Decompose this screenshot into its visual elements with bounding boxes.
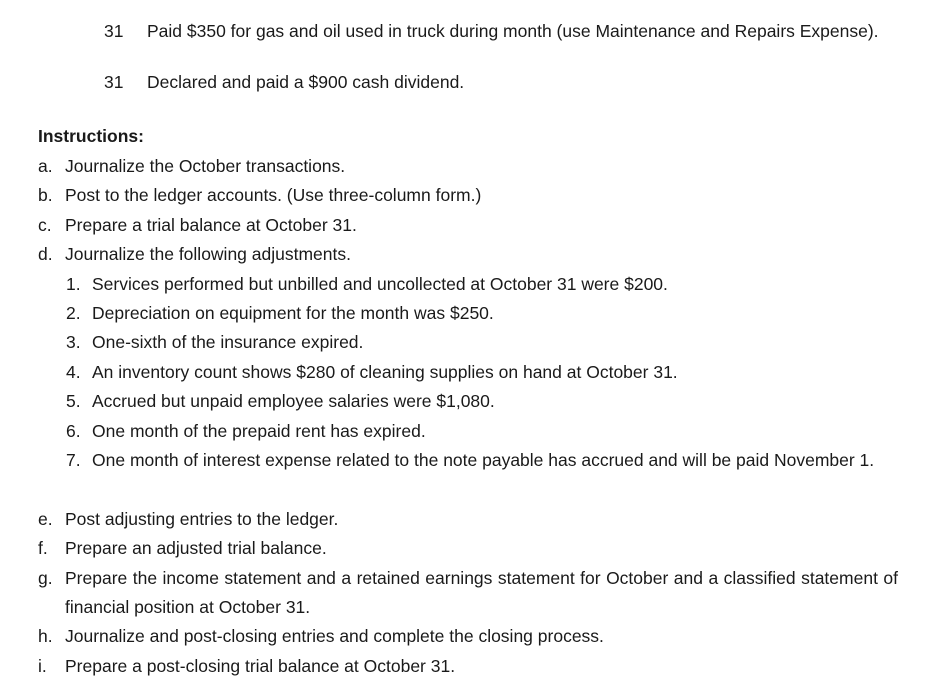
transaction-day: 31 [104, 72, 124, 92]
item-label: b. [38, 185, 53, 205]
adjustment-text: Services performed but unbilled and uncollected at October 31 were $200. [92, 274, 668, 294]
adjustment-text: One-sixth of the insurance expired. [92, 332, 364, 352]
item-text: Prepare an adjusted trial balance. [65, 538, 327, 558]
instructions-heading: Instructions: [38, 126, 144, 146]
adjustment-text: Depreciation on equipment for the month was $250. [92, 303, 494, 323]
item-text: Prepare a trial balance at October 31. [65, 215, 357, 235]
item-label: e. [38, 509, 53, 529]
item-text: Prepare a post-closing trial balance at October 31. [65, 656, 456, 676]
item-label: f. [38, 538, 48, 558]
item-label: c. [38, 215, 52, 235]
adjustment-label: 4. [66, 362, 81, 382]
transaction-text: Paid $350 for gas and oil used in truck during month (use Maintenance and Repairs Expense). [147, 21, 879, 41]
adjustment-text: One month of the prepaid rent has expired. [92, 421, 426, 441]
item-text: Journalize the following adjustments. [65, 244, 351, 264]
item-label: a. [38, 156, 53, 176]
transaction-text: Declared and paid a $900 cash dividend. [147, 72, 465, 92]
adjustment-label: 3. [66, 332, 81, 352]
adjustment-label: 7. [66, 450, 81, 470]
adjustment-label: 5. [66, 391, 81, 411]
adjustment-text: Accrued but unpaid employee salaries were $1,080. [92, 391, 495, 411]
adjustment-text: One month of interest expense related to the note payable has accrued and will be paid November 1. [92, 450, 875, 470]
item-text: Post to the ledger accounts. (Use three-column form.) [65, 185, 482, 205]
item-text: Journalize the October transactions. [65, 156, 346, 176]
transaction-day: 31 [104, 21, 124, 41]
adjustment-label: 2. [66, 303, 81, 323]
adjustment-label: 6. [66, 421, 81, 441]
item-label: h. [38, 626, 53, 646]
item-label: i. [38, 656, 47, 676]
adjustment-label: 1. [66, 274, 81, 294]
item-label: g. [38, 568, 53, 588]
adjustment-text: An inventory count shows $280 of cleaning supplies on hand at October 31. [92, 362, 678, 382]
item-text: Prepare the income statement and a retained earnings statement for October and a classified statement of financial position at October 31. [65, 568, 898, 617]
item-text: Post adjusting entries to the ledger. [65, 509, 339, 529]
item-label: d. [38, 244, 53, 264]
item-text: Journalize and post-closing entries and complete the closing process. [65, 626, 604, 646]
